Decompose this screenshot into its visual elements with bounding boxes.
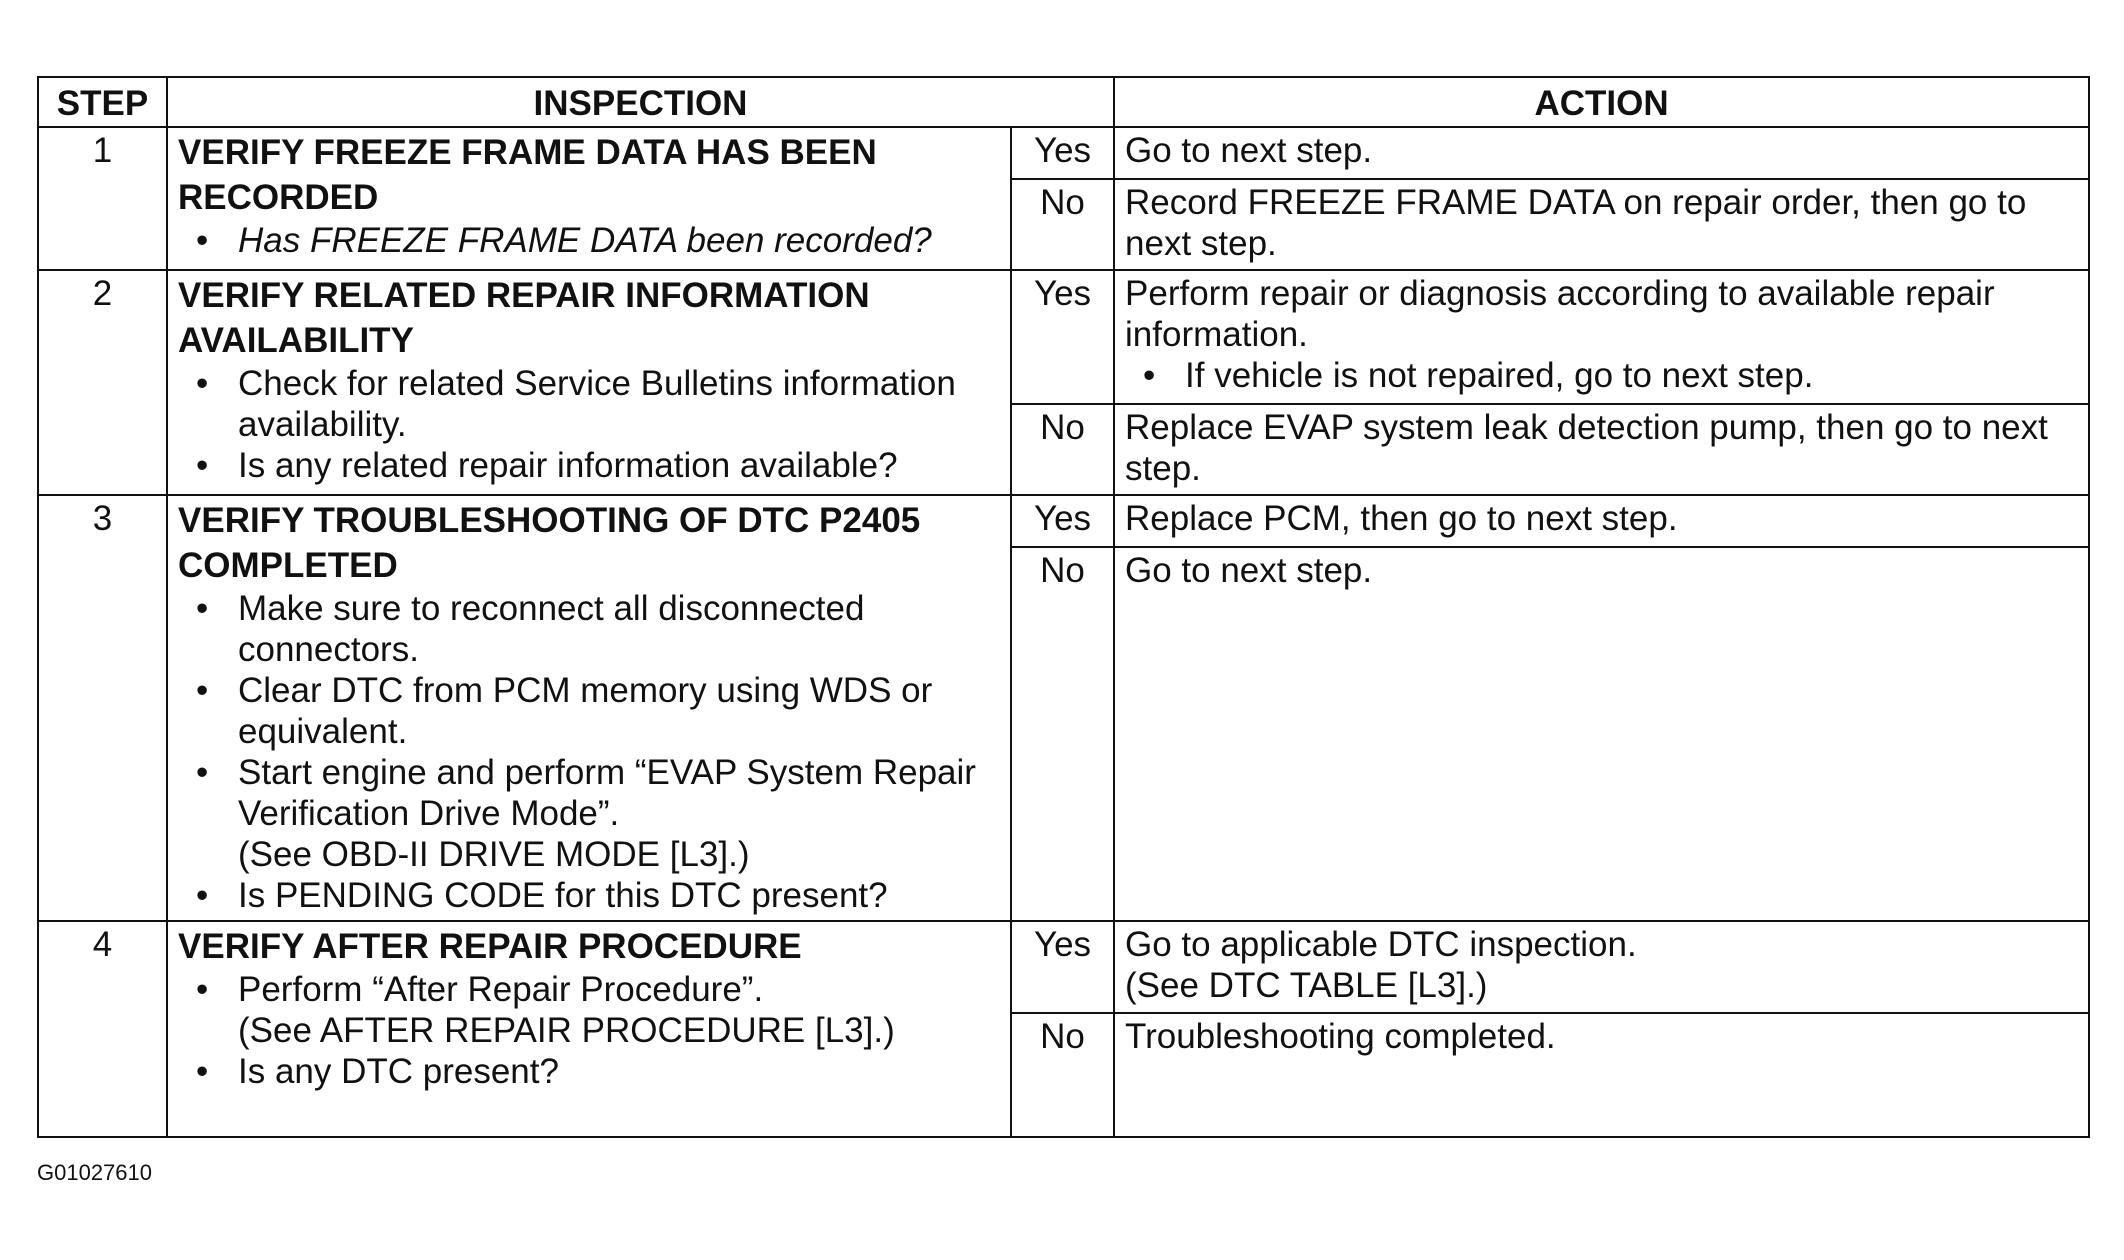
inspection-bullets <box>178 588 1000 916</box>
bullet-text: • Start engine and perform “EVAP System Repair Verification Drive Mode”. <box>238 753 976 833</box>
bullet-text: • Perform “After Repair Procedure”. <box>238 970 764 1009</box>
reference-link: (See DTC TABLE [L3].) <box>1125 966 1488 1005</box>
answer-no: No <box>1011 547 1114 921</box>
action-yes: Go to applicable DTC inspection. <box>1125 925 1637 964</box>
inspection-heading: VERIFY TROUBLESHOOTING OF DTC P2405 COMPLETED <box>178 501 921 585</box>
reference-link: (See AFTER REPAIR PROCEDURE [L3].) <box>238 1011 895 1050</box>
answer-no: No <box>1011 404 1114 495</box>
action-yes: Perform repair or diagnosis according to available repair information. <box>1125 274 1995 354</box>
action-no: Replace EVAP system leak detection pump, then go to next step. <box>1114 404 2089 495</box>
bullet-item: • Clear DTC from PCM memory using WDS or equivalent. <box>178 670 1000 752</box>
bullet-item <box>178 752 1000 875</box>
reference-link: (See OBD-II DRIVE MODE [L3].) <box>238 835 750 874</box>
inspection-bullets <box>178 363 1000 486</box>
table-row <box>38 495 2089 547</box>
inspection-cell <box>167 921 1011 1137</box>
action-yes: Go to next step. <box>1114 127 2089 179</box>
action-yes: Replace PCM, then go to next step. <box>1114 495 2089 547</box>
table-row <box>38 921 2089 1013</box>
answer-yes: Yes <box>1011 127 1114 179</box>
table-row <box>38 270 2089 404</box>
inspection-bullets <box>178 969 1000 1092</box>
inspection-cell <box>167 495 1011 921</box>
header-inspection: INSPECTION <box>167 77 1114 127</box>
action-bullets <box>1125 355 2078 396</box>
action-yes-cell <box>1114 270 2089 404</box>
inspection-bullets <box>178 220 1000 261</box>
table-row <box>38 127 2089 179</box>
bullet-item: • Is PENDING CODE for this DTC present? <box>178 875 1000 916</box>
action-no: Record FREEZE FRAME DATA on repair order, then go to next step. <box>1114 179 2089 270</box>
figure-code: G01027610 <box>37 1160 152 1185</box>
action-no: Troubleshooting completed. <box>1114 1013 2089 1137</box>
bullet-item: • Is any DTC present? <box>178 1051 1000 1092</box>
answer-no: No <box>1011 1013 1114 1137</box>
bullet-item: • If vehicle is not repaired, go to next step. <box>1125 355 2078 396</box>
header-row <box>38 77 2089 127</box>
action-yes-cell <box>1114 921 2089 1013</box>
step-number: 4 <box>38 921 167 1137</box>
step-number: 2 <box>38 270 167 495</box>
inspection-heading: VERIFY RELATED REPAIR INFORMATION AVAILABILITY <box>178 276 870 360</box>
step-number: 3 <box>38 495 167 921</box>
action-no: Go to next step. <box>1114 547 2089 921</box>
inspection-heading: VERIFY FREEZE FRAME DATA HAS BEEN RECORDED <box>178 133 877 217</box>
bullet-item <box>178 969 1000 1051</box>
bullet-item: • Check for related Service Bulletins information availability. <box>178 363 1000 445</box>
bullet-item: • Has FREEZE FRAME DATA been recorded? <box>178 220 1000 261</box>
inspection-cell <box>167 270 1011 495</box>
inspection-cell <box>167 127 1011 270</box>
inspection-heading: VERIFY AFTER REPAIR PROCEDURE <box>178 927 802 966</box>
step-number: 1 <box>38 127 167 270</box>
diagnostic-table <box>37 76 2090 1138</box>
bullet-item: • Make sure to reconnect all disconnected connectors. <box>178 588 1000 670</box>
answer-no: No <box>1011 179 1114 270</box>
answer-yes: Yes <box>1011 270 1114 404</box>
answer-yes: Yes <box>1011 921 1114 1013</box>
header-action: ACTION <box>1114 77 2089 127</box>
answer-yes: Yes <box>1011 495 1114 547</box>
header-step: STEP <box>38 77 167 127</box>
bullet-item: • Is any related repair information available? <box>178 445 1000 486</box>
